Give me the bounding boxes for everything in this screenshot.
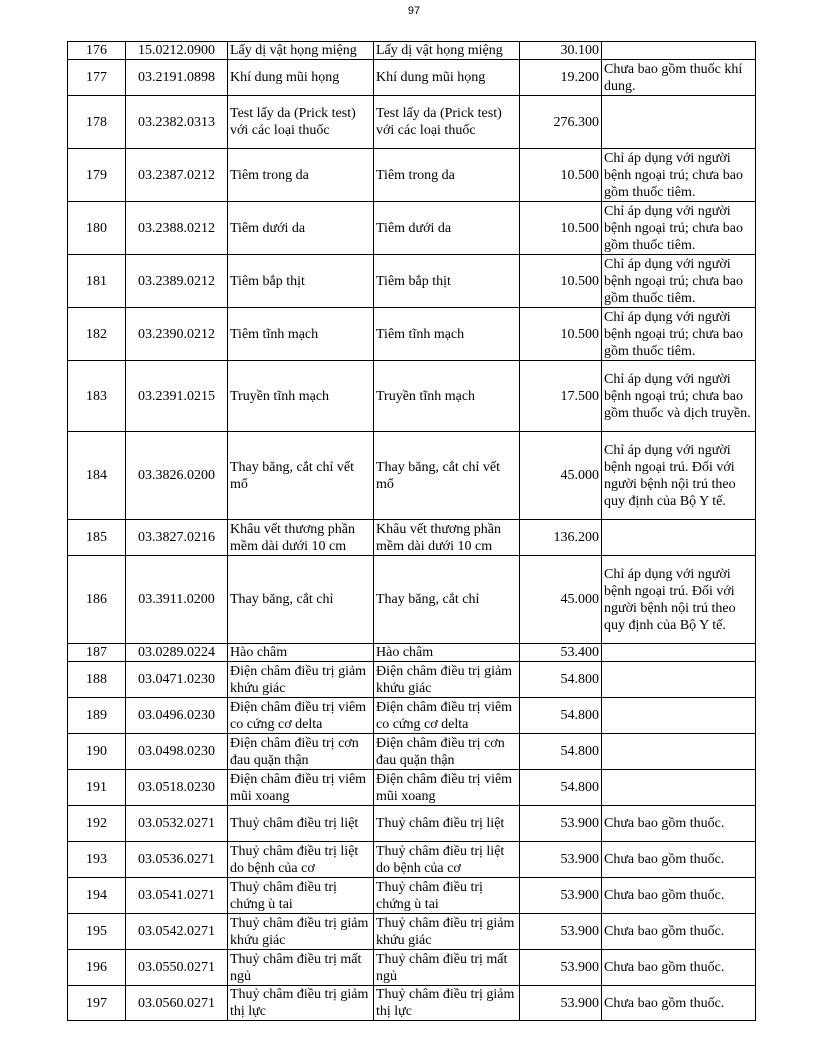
row-number: 187 (68, 644, 126, 662)
service-name-approved: Điện châm điều trị cơn đau quặn thận (374, 734, 520, 770)
service-price: 53.400 (520, 644, 602, 662)
service-name-approved: Khí dung mũi họng (374, 60, 520, 96)
service-note: Chỉ áp dụng với người bệnh ngoại trú; chưa bao gồm thuốc tiêm. (602, 149, 756, 202)
service-price: 19.200 (520, 60, 602, 96)
service-code: 03.2388.0212 (126, 202, 228, 255)
service-code: 03.3911.0200 (126, 556, 228, 644)
service-note: Chưa bao gồm thuốc. (602, 986, 756, 1021)
row-number: 178 (68, 96, 126, 149)
service-name: Thuỷ châm điều trị chứng ù tai (228, 878, 374, 914)
service-name-approved: Thuỷ châm điều trị chứng ù tai (374, 878, 520, 914)
service-name: Thuỷ châm điều trị liệt (228, 806, 374, 842)
service-name-approved: Truyền tĩnh mạch (374, 361, 520, 432)
service-code: 03.0518.0230 (126, 770, 228, 806)
service-name: Thuỷ châm điều trị mất ngủ (228, 950, 374, 986)
service-note: Chỉ áp dụng với người bệnh ngoại trú; chưa bao gồm thuốc tiêm. (602, 308, 756, 361)
table-row (68, 950, 756, 986)
service-price: 30.100 (520, 42, 602, 60)
table-row (68, 96, 756, 149)
service-price: 276.300 (520, 96, 602, 149)
service-code: 03.0496.0230 (126, 698, 228, 734)
row-number: 190 (68, 734, 126, 770)
service-name: Điện châm điều trị viêm co cứng cơ delta (228, 698, 374, 734)
service-name: Thay băng, cắt chỉ (228, 556, 374, 644)
row-number: 185 (68, 520, 126, 556)
service-note: Chỉ áp dụng với người bệnh ngoại trú; chưa bao gồm thuốc tiêm. (602, 255, 756, 308)
service-price: 136.200 (520, 520, 602, 556)
service-name: Điện châm điều trị giảm khứu giác (228, 662, 374, 698)
service-name-approved: Thuỷ châm điều trị giảm thị lực (374, 986, 520, 1021)
service-code: 03.3826.0200 (126, 432, 228, 520)
service-name: Khâu vết thương phần mềm dài dưới 10 cm (228, 520, 374, 556)
service-code: 03.2382.0313 (126, 96, 228, 149)
service-price: 10.500 (520, 202, 602, 255)
service-note: Chỉ áp dụng với người bệnh ngoại trú; chưa bao gồm thuốc tiêm. (602, 202, 756, 255)
service-code: 03.0560.0271 (126, 986, 228, 1021)
service-note: Chưa bao gồm thuốc. (602, 914, 756, 950)
service-name: Truyền tĩnh mạch (228, 361, 374, 432)
table-row (68, 255, 756, 308)
service-price: 10.500 (520, 255, 602, 308)
service-name-approved: Thay băng, cắt chỉ vết mổ (374, 432, 520, 520)
service-note (602, 770, 756, 806)
service-name: Khí dung mũi họng (228, 60, 374, 96)
row-number: 176 (68, 42, 126, 60)
table-row (68, 149, 756, 202)
service-code: 03.3827.0216 (126, 520, 228, 556)
service-price: 53.900 (520, 950, 602, 986)
service-name-approved: Thuỷ châm điều trị liệt (374, 806, 520, 842)
service-note (602, 662, 756, 698)
service-note (602, 520, 756, 556)
service-name: Tiêm tĩnh mạch (228, 308, 374, 361)
row-number: 192 (68, 806, 126, 842)
service-code: 15.0212.0900 (126, 42, 228, 60)
service-price: 54.800 (520, 662, 602, 698)
row-number: 184 (68, 432, 126, 520)
service-note (602, 96, 756, 149)
service-name: Điện châm điều trị viêm mũi xoang (228, 770, 374, 806)
service-price: 54.800 (520, 770, 602, 806)
service-note: Chưa bao gồm thuốc. (602, 878, 756, 914)
row-number: 177 (68, 60, 126, 96)
service-name-approved: Tiêm dưới da (374, 202, 520, 255)
row-number: 189 (68, 698, 126, 734)
table-row (68, 308, 756, 361)
service-code: 03.0550.0271 (126, 950, 228, 986)
row-number: 194 (68, 878, 126, 914)
service-code: 03.2391.0215 (126, 361, 228, 432)
service-code: 03.0471.0230 (126, 662, 228, 698)
table-row (68, 698, 756, 734)
row-number: 180 (68, 202, 126, 255)
table-row (68, 770, 756, 806)
row-number: 186 (68, 556, 126, 644)
service-note: Chỉ áp dụng với người bệnh ngoại trú. Đối với người bệnh nội trú theo quy định của Bộ Y tế. (602, 432, 756, 520)
service-name: Lấy dị vật họng miệng (228, 42, 374, 60)
service-price: 54.800 (520, 698, 602, 734)
table-row (68, 914, 756, 950)
row-number: 181 (68, 255, 126, 308)
service-name-approved: Thuỷ châm điều trị giảm khứu giác (374, 914, 520, 950)
service-price: 53.900 (520, 914, 602, 950)
row-number: 183 (68, 361, 126, 432)
table-row (68, 644, 756, 662)
service-name-approved: Lấy dị vật họng miệng (374, 42, 520, 60)
service-name: Tiêm dưới da (228, 202, 374, 255)
service-name-approved: Khâu vết thương phần mềm dài dưới 10 cm (374, 520, 520, 556)
service-price: 53.900 (520, 806, 602, 842)
service-code: 03.0536.0271 (126, 842, 228, 878)
service-price: 53.900 (520, 986, 602, 1021)
row-number: 179 (68, 149, 126, 202)
page-number: 97 (407, 5, 421, 17)
service-code: 03.0289.0224 (126, 644, 228, 662)
service-price: 10.500 (520, 149, 602, 202)
service-name-approved: Test lấy da (Prick test) với các loại thuốc (374, 96, 520, 149)
service-note: Chưa bao gồm thuốc. (602, 842, 756, 878)
service-note: Chỉ áp dụng với người bệnh ngoại trú. Đối với người bệnh nội trú theo quy định của Bộ Y tế. (602, 556, 756, 644)
row-number: 196 (68, 950, 126, 986)
service-price: 45.000 (520, 432, 602, 520)
service-code: 03.2389.0212 (126, 255, 228, 308)
service-name: Hào châm (228, 644, 374, 662)
service-code: 03.2191.0898 (126, 60, 228, 96)
fee-table (67, 41, 756, 1021)
service-note: Chưa bao gồm thuốc. (602, 806, 756, 842)
service-name-approved: Điện châm điều trị viêm mũi xoang (374, 770, 520, 806)
row-number: 191 (68, 770, 126, 806)
service-name-approved: Tiêm bắp thịt (374, 255, 520, 308)
service-name: Thuỷ châm điều trị liệt do bệnh của cơ (228, 842, 374, 878)
row-number: 197 (68, 986, 126, 1021)
service-code: 03.2390.0212 (126, 308, 228, 361)
table-row (68, 432, 756, 520)
table-row (68, 520, 756, 556)
service-name-approved: Hào châm (374, 644, 520, 662)
service-note (602, 644, 756, 662)
service-price: 53.900 (520, 842, 602, 878)
service-note: Chưa bao gồm thuốc khí dung. (602, 60, 756, 96)
table-body (68, 42, 756, 1021)
table-row (68, 806, 756, 842)
service-name: Thuỷ châm điều trị giảm thị lực (228, 986, 374, 1021)
service-code: 03.0542.0271 (126, 914, 228, 950)
service-price: 54.800 (520, 734, 602, 770)
service-code: 03.0498.0230 (126, 734, 228, 770)
service-code: 03.2387.0212 (126, 149, 228, 202)
service-name-approved: Thuỷ châm điều trị liệt do bệnh của cơ (374, 842, 520, 878)
service-price: 53.900 (520, 878, 602, 914)
service-price: 45.000 (520, 556, 602, 644)
service-name-approved: Thuỷ châm điều trị mất ngủ (374, 950, 520, 986)
table-row (68, 42, 756, 60)
table-row (68, 842, 756, 878)
table-row (68, 986, 756, 1021)
service-note (602, 734, 756, 770)
table-row (68, 60, 756, 96)
table-row (68, 734, 756, 770)
service-name-approved: Điện châm điều trị giảm khứu giác (374, 662, 520, 698)
table-row (68, 556, 756, 644)
service-name: Thay băng, cắt chỉ vết mổ (228, 432, 374, 520)
service-note: Chưa bao gồm thuốc. (602, 950, 756, 986)
service-name: Tiêm bắp thịt (228, 255, 374, 308)
service-note: Chỉ áp dụng với người bệnh ngoại trú; chưa bao gồm thuốc và dịch truyền. (602, 361, 756, 432)
row-number: 188 (68, 662, 126, 698)
service-price: 10.500 (520, 308, 602, 361)
service-code: 03.0532.0271 (126, 806, 228, 842)
service-name: Tiêm trong da (228, 149, 374, 202)
table-row (68, 662, 756, 698)
table-row (68, 361, 756, 432)
service-name: Điện châm điều trị cơn đau quặn thận (228, 734, 374, 770)
row-number: 182 (68, 308, 126, 361)
service-name: Thuỷ châm điều trị giảm khứu giác (228, 914, 374, 950)
row-number: 193 (68, 842, 126, 878)
service-note (602, 698, 756, 734)
service-name-approved: Thay băng, cắt chỉ (374, 556, 520, 644)
table-row (68, 202, 756, 255)
table-row (68, 878, 756, 914)
row-number: 195 (68, 914, 126, 950)
service-code: 03.0541.0271 (126, 878, 228, 914)
service-name-approved: Điện châm điều trị viêm co cứng cơ delta (374, 698, 520, 734)
service-price: 17.500 (520, 361, 602, 432)
service-name-approved: Tiêm tĩnh mạch (374, 308, 520, 361)
service-note (602, 42, 756, 60)
service-name: Test lấy da (Prick test) với các loại thuốc (228, 96, 374, 149)
service-name-approved: Tiêm trong da (374, 149, 520, 202)
